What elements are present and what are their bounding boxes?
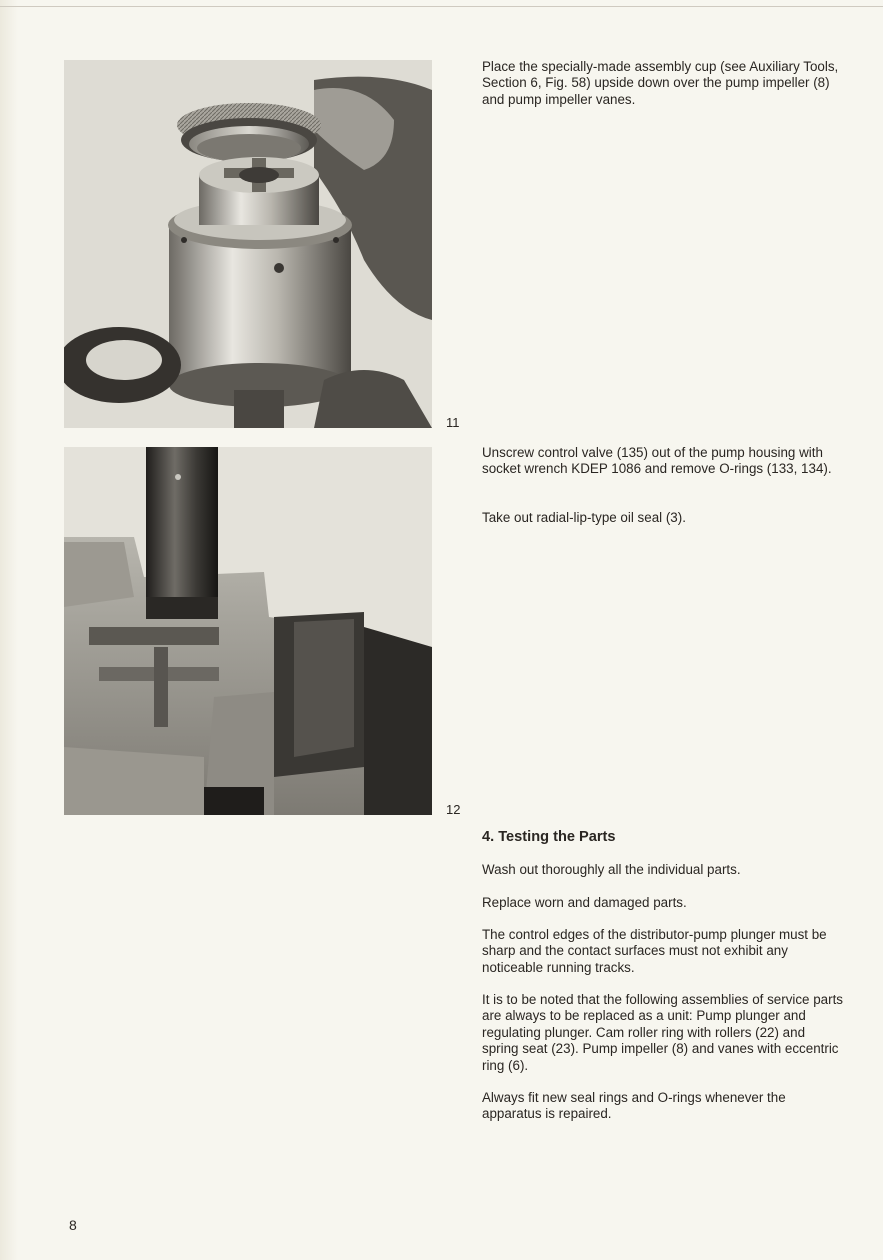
section-heading-testing-parts: 4. Testing the Parts [482, 829, 616, 845]
page-edge-shadow [0, 0, 18, 1260]
top-rule [0, 6, 883, 7]
paragraph-replace-parts: Replace worn and damaged parts. [482, 895, 687, 910]
figure-11-label: 11 [446, 415, 460, 430]
paragraph-control-edges: The control edges of the distributor-pump plunger must be sharp and the contact surfaces must not exhibit any noticeable running tracks. [482, 927, 827, 975]
paragraph-assembly-cup: Place the specially-made assembly cup (see Auxiliary Tools, Section 6, Fig. 58) upside down over the pump impeller (8) and pump impeller vanes. [482, 59, 839, 107]
figure-12-label: 12 [446, 802, 461, 817]
paragraph-wash-parts: Wash out thoroughly all the individual parts. [482, 862, 741, 877]
figure-11-photo [64, 60, 432, 428]
paragraph-oil-seal: Take out radial-lip-type oil seal (3). [482, 510, 686, 525]
paragraph-control-valve: Unscrew control valve (135) out of the pump housing with socket wrench KDEP 1086 and remove O-rings (133, 134). [482, 445, 832, 477]
figure-12-photo [64, 447, 432, 815]
paragraph-seal-rings: Always fit new seal rings and O-rings whenever the apparatus is repaired. [482, 1090, 786, 1122]
paragraph-assemblies-units: It is to be noted that the following assemblies of service parts are always to be replaced as a unit: Pump plunger and regulating plunger. Cam roller ring with rollers (22) and spring seat (23). Pump impeller (8) and vanes with eccentric ring (6). [482, 992, 843, 1073]
page-number: 8 [69, 1217, 77, 1233]
